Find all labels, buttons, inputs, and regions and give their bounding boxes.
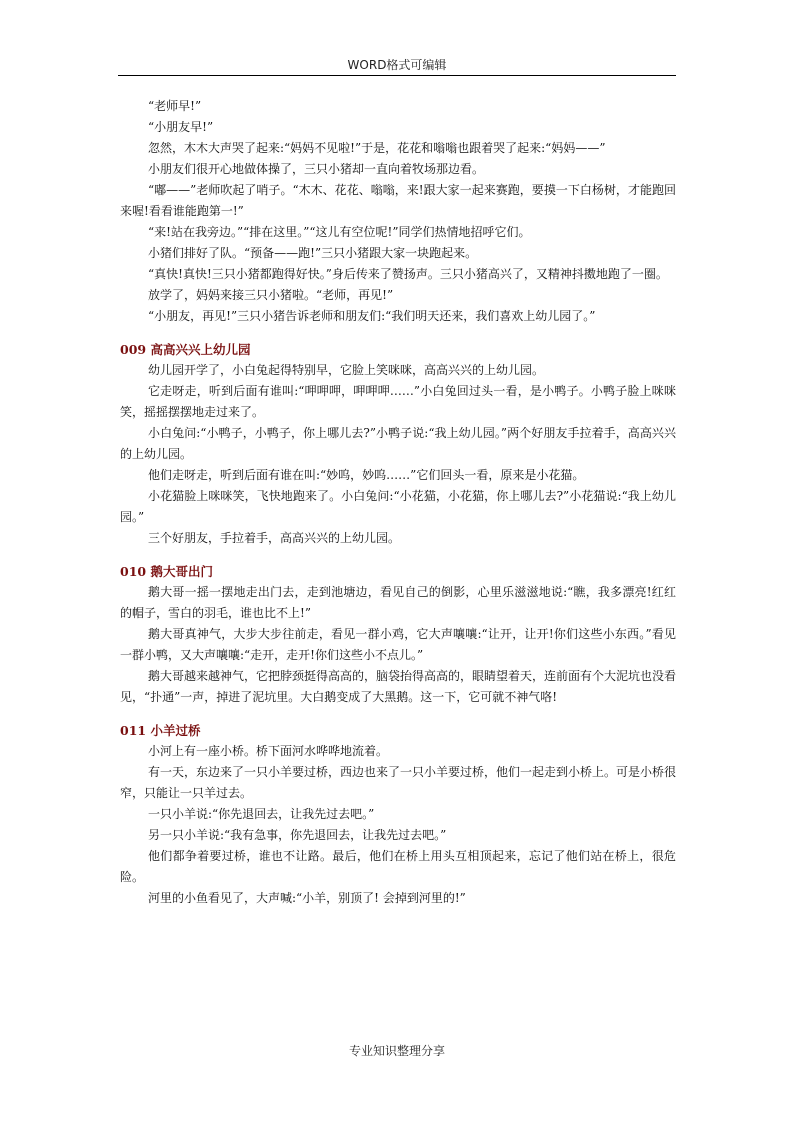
paragraph: 鹅大哥越来越神气，它把脖颈挺得高高的，脑袋抬得高高的，眼睛望着天，连前面有个大泥坑也没看见，“扑通”一声，掉进了泥坑里。大白鹅变成了大黑鹅。这一下，它可就不神气咯! (120, 669, 677, 704)
paragraph: 河里的小鱼看见了，大声喊:“小羊，别顶了! 会掉到河里的!” (148, 891, 466, 905)
paragraph: 小猪们排好了队。“预备——跑!”三只小猪跟大家一块跑起来。 (148, 246, 478, 260)
story-section-011 (120, 720, 676, 909)
paragraph: “真快!真快!三只小猪都跑得好快。”身后传来了赞扬声。三只小猪高兴了，又精神抖擞地跑了一圈。 (148, 267, 668, 281)
page-footer: 专业知识整理分享 (348, 1044, 445, 1058)
paragraph: 鹅大哥一摇一摆地走出门去，走到池塘边，看见自己的倒影，心里乐滋滋地说:“瞧，我多漂亮!红红的帽子，雪白的羽毛，谁也比不上!” (120, 585, 676, 620)
paragraph: 另一只小羊说:“我有急事，你先退回去，让我先过去吧。” (148, 828, 447, 842)
paragraph: 鹅大哥真神气，大步大步往前走，看见一群小鸡，它大声嚷嚷:“让开，让开!你们这些小东西。”看见一群小鸭，又大声嚷嚷:“走开，走开!你们这些小不点儿。” (120, 627, 676, 662)
paragraph: 放学了，妈妈来接三只小猪啦。“老师，再见!” (148, 288, 394, 302)
paragraph: 三个好朋友，手拉着手，高高兴兴的上幼儿园。 (148, 531, 401, 545)
paragraph: 他们走呀走，听到后面有谁在叫:“妙呜，妙呜……”它们回头一看，原来是小花猫。 (148, 468, 585, 482)
paragraph: 一只小羊说:“你先退回去，让我先过去吧。” (148, 807, 375, 821)
section-title: 010 鹅大哥出门 (120, 564, 213, 579)
section-title: 009 高高兴兴上幼儿园 (120, 342, 251, 357)
paragraph: “嘟——”老师吹起了哨子。“木木、花花、嗡嗡，来!跟大家一起来赛跑，要摸一下白杨树，才能跑回来喔!看看谁能跑第一!” (120, 183, 676, 218)
paragraph: “小朋友，再见!”三只小猪告诉老师和朋友们:“我们明天还来，我们喜欢上幼儿园了。” (148, 309, 596, 323)
paragraph: 他们都争着要过桥，谁也不让路。最后，他们在桥上用头互相顶起来，忘记了他们站在桥上，很危险。 (120, 849, 676, 884)
document-body (120, 96, 676, 909)
paragraph: 小白兔问:“小鸭子，小鸭子，你上哪儿去?”小鸭子说:“我上幼儿园。”两个好朋友手拉着手，高高兴兴的上幼儿园。 (120, 426, 676, 461)
story-section-010 (120, 561, 676, 708)
paragraph: 幼儿园开学了，小白兔起得特别早，它脸上笑咪咪，高高兴兴的上幼儿园。 (148, 363, 545, 377)
paragraph: 忽然，木木大声哭了起来:“妈妈不见啦!”于是，花花和嗡嗡也跟着哭了起来:“妈妈——” (148, 141, 606, 155)
paragraph: 它走呀走，听到后面有谁叫:“呷呷呷，呷呷呷……”小白兔回过头一看，是小鸭子。小鸭子脸上咪咪笑，摇摇摆摆地走过来了。 (120, 384, 676, 419)
paragraph: 小朋友们很开心地做体操了，三只小猪却一直向着牧场那边看。 (148, 162, 485, 176)
paragraph: 小花猫脸上咪咪笑，飞快地跑来了。小白兔问:“小花猫，小花猫，你上哪儿去?”小花猫说:“我上幼儿园。” (120, 489, 676, 524)
paragraph: “老师早!” (148, 99, 202, 113)
page-header: WORD格式可编辑 (118, 58, 676, 76)
intro-block (120, 96, 676, 327)
story-section-009 (120, 339, 676, 549)
paragraph: 小河上有一座小桥。桥下面河水哗哗地流着。 (148, 744, 389, 758)
paragraph: “小朋友早!” (148, 120, 214, 134)
section-title: 011 小羊过桥 (120, 723, 201, 738)
paragraph: 有一天，东边来了一只小羊要过桥，西边也来了一只小羊要过桥，他们一起走到小桥上。可是小桥很窄，只能让一只羊过去。 (120, 765, 677, 800)
paragraph: “来!站在我旁边。”“排在这里。”“这儿有空位呢!”同学们热情地招呼它们。 (148, 225, 531, 239)
